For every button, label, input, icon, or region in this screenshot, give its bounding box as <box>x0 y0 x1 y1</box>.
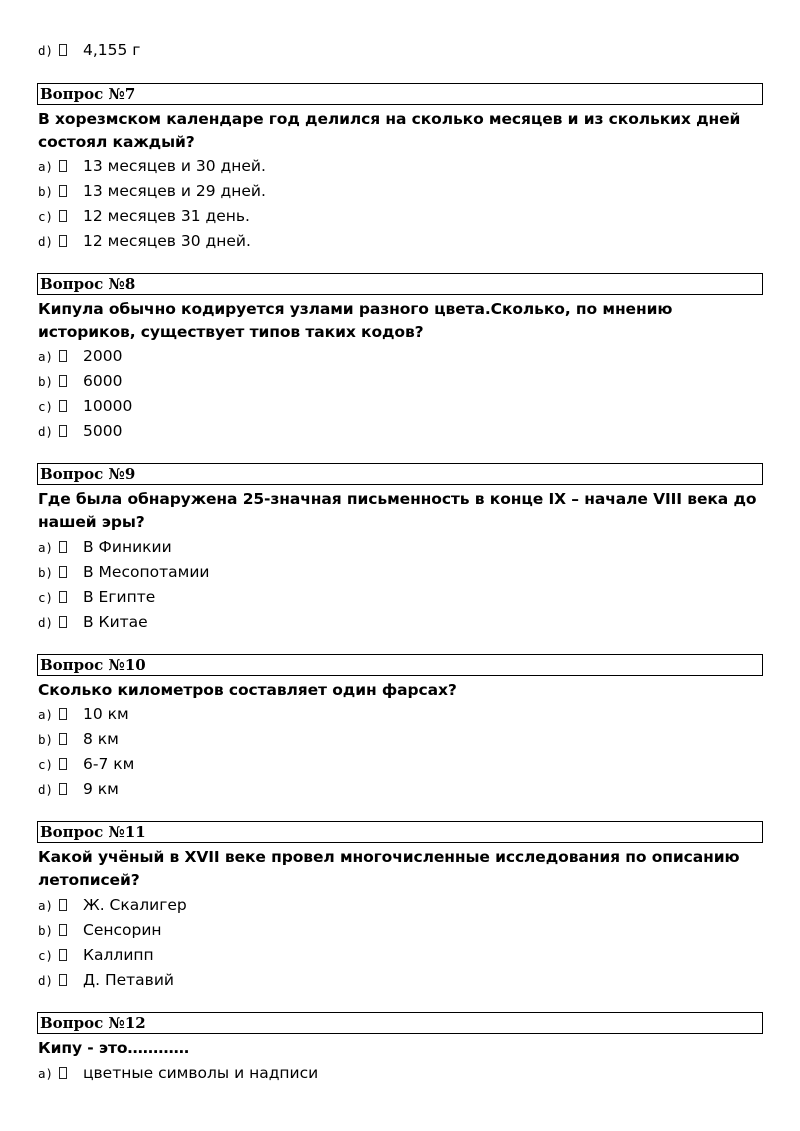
checkbox-icon[interactable] <box>59 591 67 603</box>
option-text: 10 км <box>83 705 129 723</box>
option-text: 8 км <box>83 730 119 748</box>
option-text: 2000 <box>83 347 123 365</box>
checkbox-icon[interactable] <box>59 974 67 986</box>
checkbox-icon[interactable] <box>59 235 67 247</box>
question-header: Вопрос №11 <box>37 821 763 843</box>
option-text: В Месопотамии <box>83 563 210 581</box>
option-letter: a) <box>38 707 54 722</box>
option-letter: b) <box>38 565 54 580</box>
option-text: 6000 <box>83 372 123 390</box>
option-letter: a) <box>38 1066 54 1081</box>
question-header: Вопрос №12 <box>37 1012 763 1034</box>
question-header: Вопрос №9 <box>37 463 763 485</box>
option-letter: d) <box>38 424 54 439</box>
option-text: В Египте <box>83 588 156 606</box>
option-letter: c) <box>38 948 54 963</box>
checkbox-icon[interactable] <box>59 616 67 628</box>
option-letter: a) <box>38 540 54 555</box>
option-letter: c) <box>38 590 54 605</box>
checkbox-icon[interactable] <box>59 1067 67 1079</box>
question-text: Кипула обычно кодируется узлами разного цвета.Сколько, по мнению историков, существует типов таких кодов? <box>38 300 673 341</box>
option-text: Ж. Скалигер <box>83 896 187 914</box>
question-text: Сколько километров составляет один фарсах? <box>38 681 457 699</box>
checkbox-icon[interactable] <box>59 160 67 172</box>
checkbox-icon[interactable] <box>59 375 67 387</box>
question-header: Вопрос №8 <box>37 273 763 295</box>
option-text: цветные символы и надписи <box>83 1064 319 1082</box>
option-letter: d) <box>38 782 54 797</box>
option-letter: b) <box>38 374 54 389</box>
option-text: Сенсорин <box>83 921 162 939</box>
question-header: Вопрос №10 <box>37 654 763 676</box>
option-text: 9 км <box>83 780 119 798</box>
question-text: В хорезмском календаре год делился на сколько месяцев и из скольких дней состоял каждый? <box>38 110 741 151</box>
checkbox-icon[interactable] <box>59 949 67 961</box>
option-letter: c) <box>38 399 54 414</box>
option-text: В Китае <box>83 613 148 631</box>
option-text: 13 месяцев и 30 дней. <box>83 157 266 175</box>
option-letter: b) <box>38 184 54 199</box>
checkbox-icon[interactable] <box>59 733 67 745</box>
checkbox-icon[interactable] <box>59 924 67 936</box>
question-header: Вопрос №7 <box>37 83 763 105</box>
checkbox-icon[interactable] <box>59 899 67 911</box>
option-letter: a) <box>38 898 54 913</box>
checkbox-icon[interactable] <box>59 400 67 412</box>
checkbox-icon[interactable] <box>59 758 67 770</box>
checkbox-icon[interactable] <box>59 185 67 197</box>
option-letter: b) <box>38 923 54 938</box>
option-letter: b) <box>38 732 54 747</box>
checkbox-icon[interactable] <box>59 783 67 795</box>
option-text: 13 месяцев и 29 дней. <box>83 182 266 200</box>
option-text: 10000 <box>83 397 133 415</box>
question-text: Кипу - это………… <box>38 1039 189 1057</box>
checkbox-icon[interactable] <box>59 566 67 578</box>
option-text: В Финикии <box>83 538 172 556</box>
option-letter: d) <box>38 234 54 249</box>
option-letter: d) <box>38 973 54 988</box>
option-letter: c) <box>38 757 54 772</box>
option-text: Каллипп <box>83 946 154 964</box>
option-text: 6-7 км <box>83 755 135 773</box>
checkbox-icon[interactable] <box>59 44 67 56</box>
option-letter: c) <box>38 209 54 224</box>
option-text: 12 месяцев 31 день. <box>83 207 250 225</box>
option-letter: a) <box>38 159 54 174</box>
checkbox-icon[interactable] <box>59 210 67 222</box>
question-text: Какой учёный в XVII веке провел многочисленные исследования по описанию летописей? <box>38 848 740 889</box>
checkbox-icon[interactable] <box>59 708 67 720</box>
checkbox-icon[interactable] <box>59 350 67 362</box>
checkbox-icon[interactable] <box>59 541 67 553</box>
option-text: Д. Петавий <box>83 971 174 989</box>
option-text: 5000 <box>83 422 123 440</box>
option-text: 4,155 г <box>83 41 141 59</box>
checkbox-icon[interactable] <box>59 425 67 437</box>
option-letter: d) <box>38 615 54 630</box>
option-letter: a) <box>38 349 54 364</box>
question-text: Где была обнаружена 25-значная письменность в конце IX – начале VIII века до нашей эры? <box>38 490 757 531</box>
option-letter: d) <box>38 43 54 58</box>
option-text: 12 месяцев 30 дней. <box>83 232 251 250</box>
